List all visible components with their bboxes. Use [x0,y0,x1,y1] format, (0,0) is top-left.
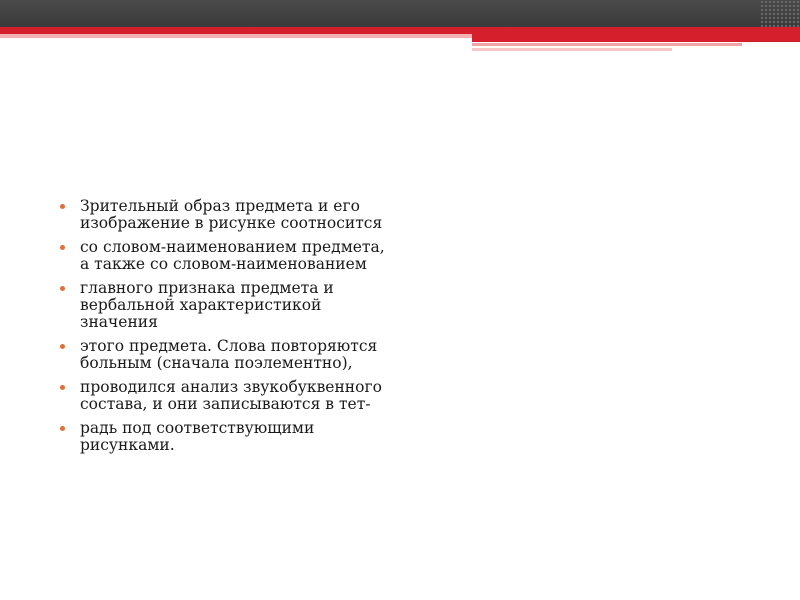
bullet-item [58,338,388,372]
bullet-text: этого предмета. Слова повторяются больным (сначала поэлементно), [80,337,378,372]
bullet-dot-icon [60,286,65,291]
bullet-item [58,280,388,331]
bullet-item [58,379,388,413]
header-stripe-red-right [472,34,800,42]
bullet-item [58,420,388,454]
bullet-dot-icon [60,426,65,431]
header-stripe-red [0,27,800,34]
bullet-dot-icon [60,385,65,390]
header-stripe-pink-right [472,43,742,46]
header-dot-pattern [760,0,800,27]
header-stripe-pink-left [0,34,472,38]
bullet-item [58,198,388,232]
bullet-dot-icon [60,245,65,250]
header-stripe-light-right [472,48,672,51]
slide-body [58,198,388,461]
bullet-text: Зрительный образ предмета и его изображение в рисунке соотносится [80,197,383,232]
bullet-text: со словом-наименованием предмета, а также со словом-наименованием [80,238,385,273]
bullet-text: радь под соответствующими рисунками. [80,419,315,454]
slide-header-bar [0,0,800,27]
bullet-dot-icon [60,344,65,349]
bullet-dot-icon [60,204,65,209]
bullet-list [58,198,388,454]
bullet-text: главного признака предмета и вербальной характеристикой значения [80,279,334,331]
bullet-item [58,239,388,273]
bullet-text: проводился анализ звукобуквенного состава, и они записываются в тет- [80,378,382,413]
